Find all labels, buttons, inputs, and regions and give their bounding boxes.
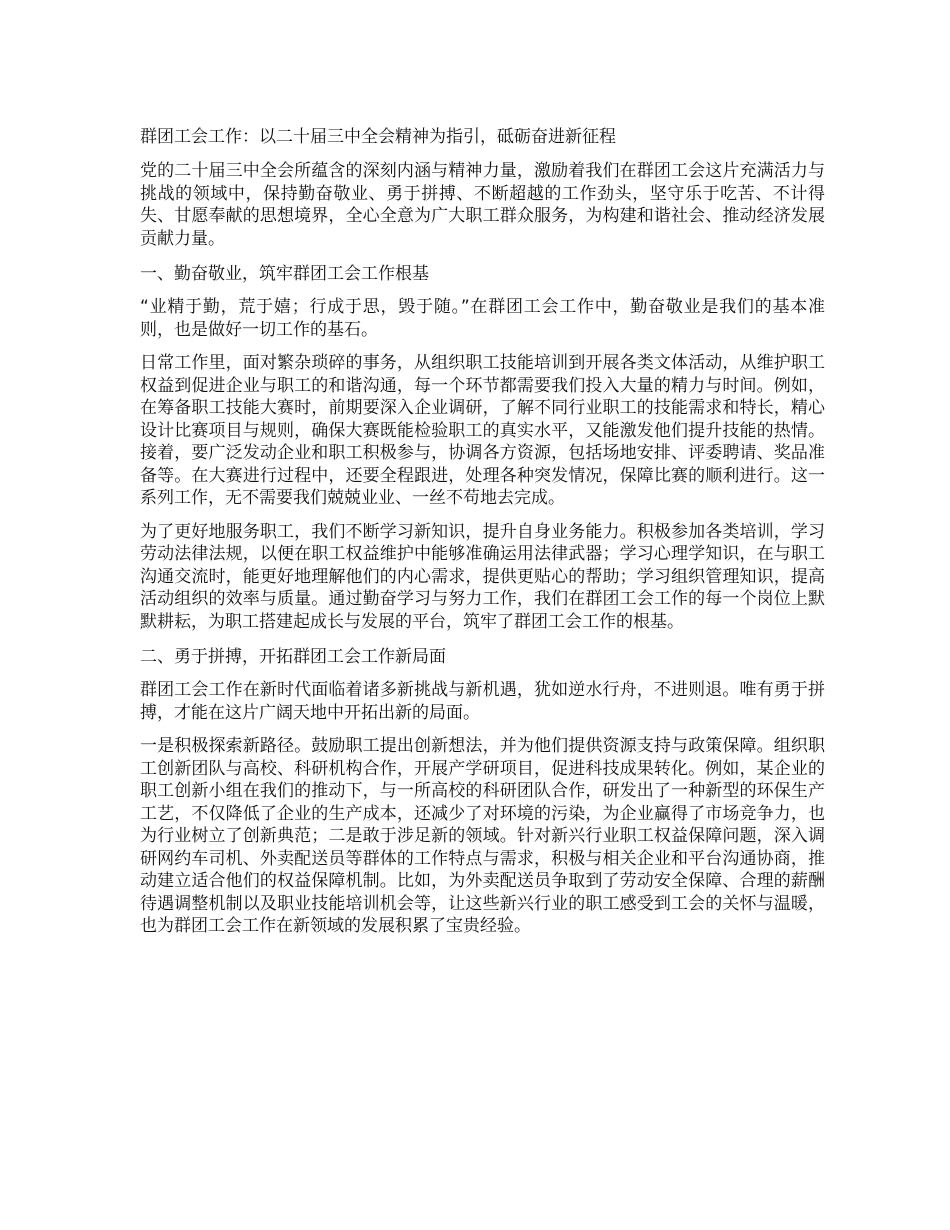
section-2-paragraph-1: 群团工会工作在新时代面临着诸多新挑战与新机遇，犹如逆水行舟，不进则退。唯有勇于拼搏，才能在这片广阔天地中开拓出新的局面。 [140, 680, 825, 723]
section-heading-2: 二、勇于拼搏，开拓群团工会工作新局面 [140, 647, 446, 667]
section-1-paragraph-2: 日常工作里，面对繁杂琐碎的事务，从组织职工技能培训到开展各类文体活动，从维护职工权益到促进企业与职工的和谐沟通，每一个环节都需要我们投入大量的精力与时间。例如，在筹备职工技能大赛时，前期要深入企业调研，了解不同行业职工的技能需求和特长，精心设计比赛项目与规则，确保大赛既能检验职工的真实水平，又能激发他们提升技能的热情。接着，要广泛发动企业和职工积极参与，协调各方资源，包括场地安排、评委聘请、奖品准备等。在大赛进行过程中，还要全程跟进，处理各种突发情况，保障比赛的顺利进行。这一系列工作，无不需要我们兢兢业业、一丝不苟地去完成。 [140, 353, 825, 508]
document-page [140, 124, 825, 949]
section-1-paragraph-3: 为了更好地服务职工，我们不断学习新知识，提升自身业务能力。积极参加各类培训，学习劳动法律法规，以便在职工权益维护中能够准确运用法律武器；学习心理学知识，在与职工沟通交流时，能更好地理解他们的内心需求，提供更贴心的帮助；学习组织管理知识，提高活动组织的效率与质量。通过勤奋学习与努力工作，我们在群团工会工作的每一个岗位上默默耕耘，为职工搭建起成长与发展的平台，筑牢了群团工会工作的根基。 [140, 521, 825, 632]
section-heading-1: 一、勤奋敬业，筑牢群团工会工作根基 [140, 264, 429, 284]
intro-paragraph: 党的二十届三中全会所蕴含的深刻内涵与精神力量，激励着我们在群团工会这片充满活力与挑战的领域中，保持勤奋敬业、勇于拼搏、不断超越的工作劲头，坚守乐于吃苦、不计得失、甘愿奉献的思想境界，全心全意为广大职工群众服务，为构建和谐社会、推动经济发展贡献力量。 [140, 161, 825, 249]
section-1-paragraph-1: “业精于勤，荒于嬉；行成于思，毁于随。”在群团工会工作中，勤奋敬业是我们的基本准则，也是做好一切工作的基石。 [140, 297, 825, 340]
document-title: 群团工会工作：以二十届三中全会精神为指引，砥砺奋进新征程 [140, 127, 616, 147]
section-2-paragraph-2: 一是积极探索新路径。鼓励职工提出创新想法，并为他们提供资源支持与政策保障。组织职工创新团队与高校、科研机构合作，开展产学研项目，促进科技成果转化。例如，某企业的职工创新小组在我们的推动下，与一所高校的科研团队合作，研发出了一种新型的环保生产工艺，不仅降低了企业的生产成本，还减少了对环境的污染，为企业赢得了市场竞争力，也为行业树立了创新典范；二是敢于涉足新的领域。针对新兴行业职工权益保障问题，深入调研网约车司机、外卖配送员等群体的工作特点与需求，积极与相关企业和平台沟通协商，推动建立适合他们的权益保障机制。比如，为外卖配送员争取到了劳动安全保障、合理的薪酬待遇调整机制以及职业技能培训机会等，让这些新兴行业的职工感受到工会的关怀与温暖，也为群团工会工作在新领域的发展积累了宝贵经验。 [140, 736, 825, 936]
